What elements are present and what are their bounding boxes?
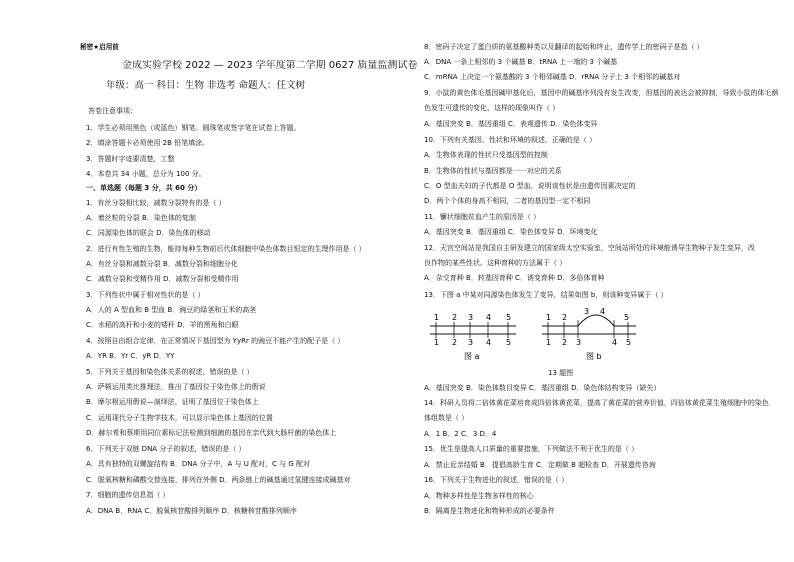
question-line: A．有丝分裂和减数分裂 B．减数分裂和细胞分化 [86,260,238,268]
figure-b-mark: 4 [600,307,606,316]
question-line: B．隔离是生物进化和物种形成的必要条件 [424,507,555,515]
figure-a-mark: 3 [468,313,474,322]
figure-a-mark: 2 [452,313,458,322]
figure-b [542,307,636,361]
question-line: 1．有丝分裂相比较，减数分裂特有的是（ ） [86,199,226,207]
figure-caption: 13 题图 [548,369,574,377]
question-line: A．杂交育种 B．转基因育种 C．诱变育种 D．多倍体育种 [424,274,605,282]
question-line: 5．下列关于基因和染色体关系的叙述，错误的是（ ） [86,368,254,376]
section-heading: 一、单选题（每题 3 分，共 60 分） [86,184,202,192]
question-line: C．运用现代分子生物学技术，可以显示染色体上基因的位置 [86,414,273,422]
figure-b-mark: 2 [562,338,568,347]
figure-a-mark: 1 [434,338,440,347]
question-line: C．减数分裂和受精作用 D．减数分裂和受精作用 [86,275,239,283]
figure-a-mark: 1 [434,313,440,322]
figure-b-mark: 1 [546,338,552,347]
question-line: A．DNA 一条上相邻的 3 个碱基 B．tRNA 上一端的 3 个碱基 [424,58,618,66]
note-item: 1．学生必须用黑色（或蓝色）钢笔、圆珠笔或签字笔在试卷上答题。 [86,124,301,132]
question-line: A．具有独特的双螺旋结构 B．DNA 分子中，A 与 U 配对，C 与 G 配对 [86,460,311,468]
figure-a-label: 图 a [464,352,480,361]
question-line: 16．下列关于生物进化的叙述，错误的是（ ） [424,476,569,484]
question-line: 体组数是（ ） [424,414,469,422]
question-line: 4．按照自由组合定律，在正常情况下基因型为 YyRr 的豌豆不能产生的配子是（ ） [86,337,345,345]
question-line: 色发生可遗传的变化，这样的现象叫作（ ） [424,104,560,112]
figure-b-label: 图 b [586,352,602,361]
figure-b-mark: 3 [584,307,590,316]
question-line: 11．镰状细胞贫血产生的原因是（ ） [424,213,541,221]
question-line: D．赫尔希和蔡斯用同位素标记法检测到细菌的基因在亲代到大肠杆菌的染色体上 [86,429,337,437]
question-line: D．两个个体的身高不相同，二者的基因型一定不相同 [424,197,591,205]
question-line: A．着丝粒的分裂 B．染色体的复制 [86,214,196,222]
question-line: 15．优生是提高人口质量的重要措施，下列做法不利于优生的是（ ） [424,445,639,453]
question-line: A．萨顿运用类比推理法，推出了基因位于染色体上的假说 [86,383,266,391]
note-item: 2．填涂答题卡必须使用 2B 铅笔填涂。 [86,139,210,147]
question-line: A．禁止近亲结婚 B．提倡高龄生育 C．定期做 B 超检查 D．开展遗传咨询 [424,461,656,469]
exam-meta: 年级：高一 科目：生物 非选考 命题人：任文树 [106,80,306,91]
question-line: C．同源染色体的联会 D．染色体的移动 [86,229,211,237]
question-line: A．DNA B．RNA C．脱氧核苷酸排列顺序 D．核糖核苷酸排列顺序 [86,507,297,515]
question-line: 7．细胞的遗传信息指（ ） [86,491,170,499]
question-line: C．mRNA 上决定一个氨基酸的 3 个相邻碱基 D．rRNA 分子上 3 个相邻的碱基对 [424,73,681,81]
figure-a-mark: 5 [506,313,512,322]
question-line: A．基因突变 B．基因重组 C．表观遗传 D．染色体变异 [424,120,598,128]
question-line: 2．进行有性生殖的生物，能持每种生物前后代体细胞中染色体数目恒定的生理作用是（ ） [86,245,366,253]
question-line: A．1 B．2 C．3 D．4 [424,430,497,438]
question-line: 3．下列性状中属于相对性状的是（ ） [86,291,205,299]
notes-heading: 答卷注意事项： [88,107,137,115]
question-line: B．摩尔根运用假说—演绎法，证明了基因位于染色体上 [86,398,259,406]
question-line: A．基因突变 B．染色体数目变异 C．基因重组 D．染色体结构变异（缺失） [424,384,661,392]
question-line: A．物种多样性是生物多样性的核心 [424,492,534,500]
question-line: 12．天宫空间站是我国自主研发建立的国家级太空实验室，空间站所处的环境能诱导生物种子发生变异，改 [424,244,755,252]
question-line: C．水稻的高秆和小麦的矮秆 D．羊的黑角和白眼 [86,321,239,329]
chromosome-diagram [424,306,644,362]
question-line: 14．科研人员将二倍体黄花菜培育成四倍体黄花菜，提高了黄花菜的营养价值，四倍体黄花菜生殖细胞中的染色 [424,399,769,407]
figure-b-mark: 5 [626,338,632,347]
question-line: 13．下图 a 中某对同源染色体发生了变异，结果如图 b，则该种变异属于（ ） [424,291,668,299]
figure-a-mark: 2 [452,338,458,347]
figure-a-mark: 3 [468,338,474,347]
question-line: C．脱氧核糖和磷酸交替连接，排列在外侧 D．两条链上的碱基通过氢键连接成碱基对 [86,476,351,484]
figure-b-mark: 1 [546,313,552,322]
figure-b-mark: 5 [624,313,630,322]
exam-title: 金成实验学校 2022 — 2023 学年度第二学期 0627 质量监测试卷 [122,60,418,71]
question-line: C．O 型血夫妇的子代都是 O 型血，说明该性状是由遗传因素决定的 [424,182,636,190]
note-item: 4．本卷共 34 小题，总分为 100 分。 [86,170,206,178]
question-line: A．生物体表现的性状只受基因型的控制 [424,151,548,159]
question-line: 良作物的某些性状。这种育种的方法属于（ ） [424,259,567,267]
question-line: A．人的 A 型血和 B 型血 B．豌豆的绿茎和玉米的高茎 [86,306,257,314]
note-item: 3．答题时字迹要清楚，工整 [86,155,175,163]
figure-b-mark: 3 [576,338,582,347]
question-line: 6．下列关于双链 DNA 分子的叙述，错误的是（ ） [86,445,246,453]
figure-a-mark: 4 [486,313,492,322]
figure-b-mark: 2 [562,313,568,322]
question-line: A．基因突变 B．基因重组 C．染色体变异 D．环境变化 [424,228,598,236]
question-line: 10．下列有关基因、性状和环境的叙述，正确的是（ ） [424,136,597,144]
question-line: 8．密码子决定了蛋白质的氨基酸种类以及翻译的起始和终止，遗传学上的密码子是指（ ） [424,43,704,51]
figure-a-mark: 5 [506,338,512,347]
figure-b-mark: 4 [612,338,618,347]
question-line: 9．小鼠的黄色体毛基因碱甲基化后，基因中的碱基序列没有发生改变，但基因的表达会被抑制，导致小鼠的体毛颜 [424,89,779,97]
secret-mark: 秘密★启用前 [80,43,119,51]
question-line: B．生物体的性状与基因都是一一对应的关系 [424,167,562,175]
figure-a [430,313,516,361]
right-column [404,0,784,562]
question-line: A．YR B．Yr C．yR D．YY [86,352,175,360]
figure-a-mark: 4 [486,338,492,347]
